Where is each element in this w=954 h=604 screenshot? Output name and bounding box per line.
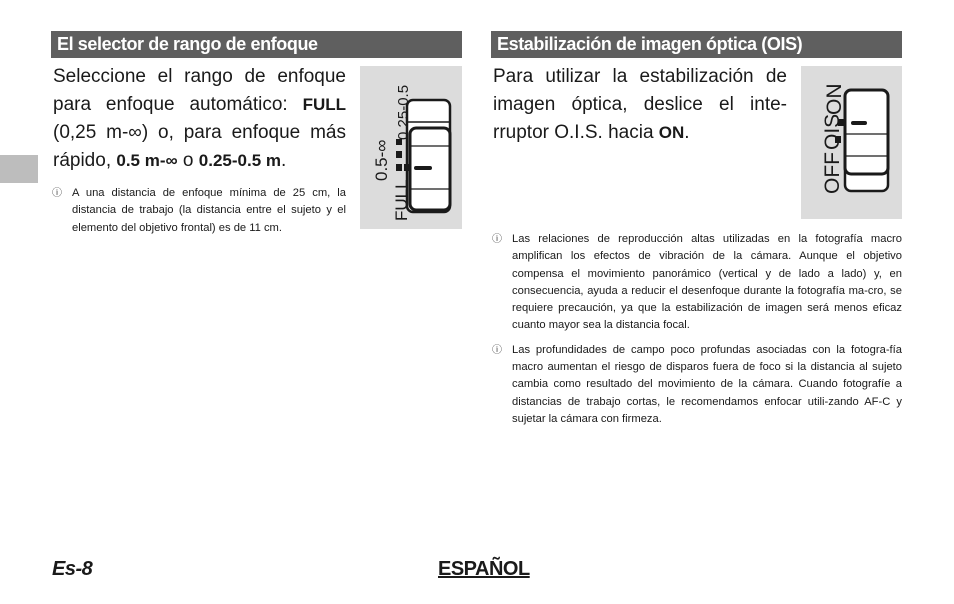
- note-text: A una distancia de enfoque mínima de 25 cm, la distancia de trabajo (la distancia entre el sujeto y el elemento del objetivo frontal) es de 11 cm.: [72, 187, 346, 234]
- focus-range-heading: [51, 31, 462, 58]
- language-label: ESPAÑOL: [438, 558, 530, 580]
- label-ois: OIS: [821, 113, 844, 150]
- page-number: Es-8: [52, 558, 93, 580]
- note-item: [492, 231, 902, 335]
- label-near: 0.25-0.5: [395, 84, 412, 140]
- ois-heading: [491, 31, 902, 58]
- note-item: [492, 342, 902, 428]
- note-item: [52, 185, 346, 237]
- ois-text-2: .: [684, 122, 690, 143]
- focus-range-selector-figure: [360, 66, 462, 229]
- label-mid: 0.5-∞: [372, 139, 391, 181]
- note-text: Las relaciones de reproducción altas utilizadas en la fotografía macro amplifican los efectos de vibración de la cámara. Aunque el objetivo compensa el movimiento panorámico (vertical y de lado a lado) y, en consecuencia, ayuda a reducir el desenfoque durante la fotografía ma-cro, se requiere precaución, ya que la estabilización de imagen será menos eficaz cuanto mayor sea la distancia focal.: [512, 233, 902, 332]
- label-full: FULL: [392, 179, 411, 221]
- focus-range-paragraph: [53, 63, 346, 175]
- note-icon: ⓘ: [492, 344, 502, 356]
- focus-range-far: 0.5 m-∞: [116, 151, 178, 170]
- mark-full: [404, 164, 410, 171]
- ois-switch-knob: [845, 90, 888, 174]
- focus-range-heading-text: El selector de rango de enfoque: [57, 34, 318, 54]
- note-icon: ⓘ: [52, 188, 62, 199]
- label-off: OFF: [821, 152, 844, 194]
- focus-range-text-3: o: [177, 150, 199, 171]
- focus-range-text-2: (0,25 m-∞) o, para enfoque más rápido,: [53, 122, 346, 171]
- ois-notes: [492, 231, 902, 435]
- ois-switch-illustration: [801, 66, 902, 219]
- ois-switch-figure: [801, 66, 902, 219]
- note-text: Las profundidades de campo poco profundas asociadas con la fotogra-fía macro aumentan el riesgo de disparos fuera de foco si la distancia al sujeto cambia como resultado del movimiento de la cámara. Cuando fotografíe a distancias de trabajo cortas, le recomendamos enfocar utili-zando AF-C y sujetar la cámara con firmeza.: [512, 343, 902, 425]
- section-tab-marker: [0, 155, 38, 183]
- focus-range-near: 0.25-0.5 m: [198, 151, 281, 170]
- focus-range-text-1: Seleccione el rango de enfoque para enfoque automático:: [53, 66, 346, 115]
- focus-range-full: FULL: [302, 95, 346, 114]
- ois-heading-text: Estabilización de imagen óptica (OIS): [497, 34, 803, 54]
- ois-on: ON: [658, 123, 685, 142]
- focus-range-text-4: .: [281, 150, 287, 171]
- mark-mid: [396, 151, 402, 158]
- focus-range-switch-illustration: [360, 66, 462, 229]
- label-on: ON: [823, 83, 846, 115]
- ois-paragraph: [493, 63, 787, 147]
- focus-range-notes: [52, 185, 346, 244]
- ois-text-1: Para utilizar la estabilización de imagen óptica, deslice el inte-rruptor O.I.S. hacia: [493, 66, 787, 143]
- note-icon: ⓘ: [492, 234, 502, 245]
